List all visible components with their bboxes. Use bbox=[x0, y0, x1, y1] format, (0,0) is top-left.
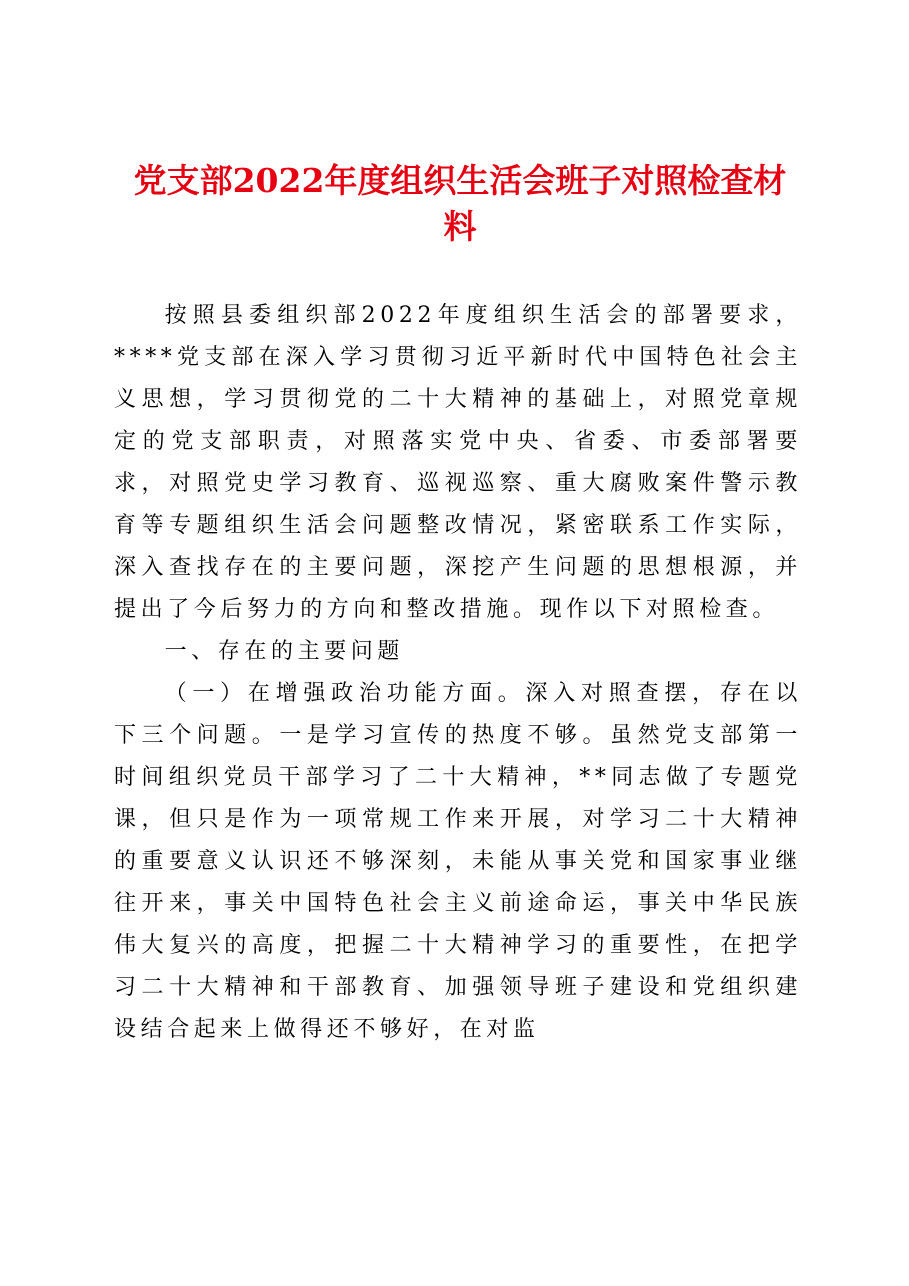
document-title: 党支部2022年度组织生活会班子对照检查材料 bbox=[133, 161, 787, 246]
paragraph-intro: 按照县委组织部2022年度组织生活会的部署要求，****党支部在深入学习贯彻习近平新时代中国特色社会主义思想，学习贯彻党的二十大精神的基础上，对照党章规定的党支部职责，对照落实党中央、省委、市委部署要求，对照党史学习教育、巡视巡察、重大腐败案件警示教育等专题组织生活会问题整改情况，紧密联系工作实际，深入查找存在的主要问题，深挖产生问题的思想根源，并提出了今后努力的方向和整改措施。现作以下对照检查。 bbox=[114, 303, 802, 622]
document-body bbox=[114, 295, 802, 1051]
section-heading: 一、存在的主要问题 bbox=[164, 639, 404, 664]
paragraph-political-function: （一）在增强政治功能方面。深入对照查摆，存在以下三个问题。一是学习宣传的热度不够。虽然党支部第一时间组织党员干部学习了二十大精神，**同志做了专题党课，但只是作为一项常规工作来开展，对学习二十大精神的重要意义认识还不够深刻，未能从事关党和国家事业继往开来，事关中国特色社会主义前途命运，事关中华民族伟大复兴的高度，把握二十大精神学习的重要性，在把学习二十大精神和干部教育、加强领导班子建设和党组织建设结合起来上做得还不够好，在对监 bbox=[114, 681, 802, 1042]
